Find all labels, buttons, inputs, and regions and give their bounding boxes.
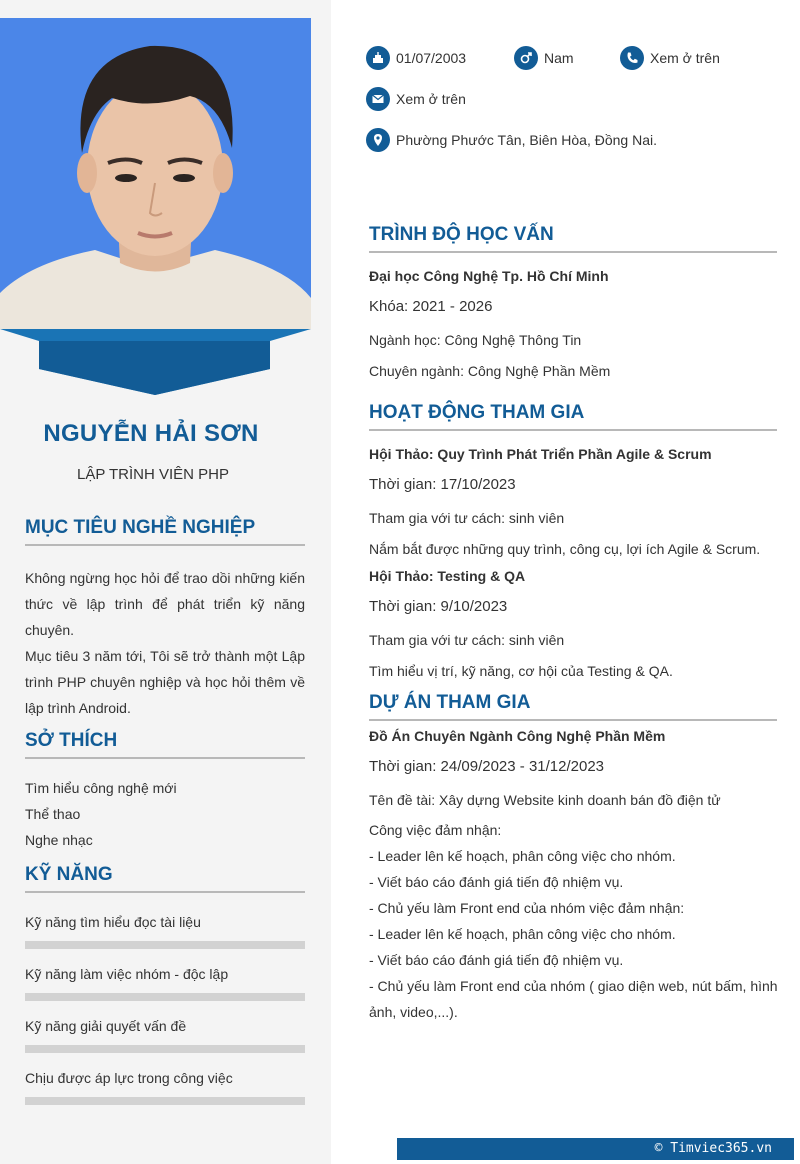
activity-time: Thời gian: 9/10/2023: [369, 598, 508, 615]
candidate-role: LẬP TRÌNH VIÊN PHP: [77, 466, 229, 483]
contact-address: [366, 128, 657, 152]
project-time: Thời gian: 24/09/2023 - 31/12/2023: [369, 758, 605, 775]
phone-value: Xem ở trên: [650, 50, 720, 66]
skill-label: Chịu được áp lực trong công việc: [25, 1070, 233, 1086]
map-pin-icon: [366, 128, 390, 152]
gender-icon: [514, 46, 538, 70]
skill-bar: [25, 941, 305, 949]
project-name: Đồ Án Chuyên Ngành Công Nghệ Phần Mềm: [369, 728, 666, 744]
task-line: - Viết báo cáo đánh giá tiến độ nhiệm vụ.: [369, 874, 624, 890]
skill-bar: [25, 1097, 305, 1105]
activity-name: Hội Thảo: Quy Trình Phát Triển Phần Agile & Scrum: [369, 446, 712, 462]
task-line: - Chủ yếu làm Front end của nhóm việc đảm nhận:: [369, 900, 685, 916]
projects-title: DỰ ÁN THAM GIA: [369, 692, 777, 721]
footer-bar: [397, 1138, 794, 1160]
objective-line: Không ngừng học hỏi để trao dồi những kiến thức về lập trình để phát triển kỹ năng chuyên.: [25, 570, 305, 638]
footer-brand[interactable]: © Timviec365.vn: [654, 1141, 772, 1156]
candidate-name: NGUYỄN HẢI SƠN: [43, 420, 259, 447]
address-value: Phường Phước Tân, Biên Hòa, Đồng Nai.: [396, 132, 657, 148]
activity-time: Thời gian: 17/10/2023: [369, 476, 516, 493]
skill-bar-fill: [25, 1045, 305, 1053]
phone-icon: [620, 46, 644, 70]
hobby-item: Nghe nhạc: [25, 832, 93, 848]
birthday-value: 01/07/2003: [396, 50, 467, 66]
email-icon: [366, 87, 390, 111]
skill-bar: [25, 993, 305, 1001]
email-value: Xem ở trên: [396, 91, 466, 107]
skill-bar-fill: [25, 941, 305, 949]
skill-bar: [25, 1045, 305, 1053]
task-line: - Leader lên kế hoạch, phân công việc cho nhóm.: [369, 926, 676, 942]
gender-value: Nam: [544, 50, 574, 66]
skill-label: Kỹ năng làm việc nhóm - độc lập: [25, 966, 229, 982]
project-topic: Tên đề tài: Xây dựng Website kinh doanh bán đồ điện tử: [369, 792, 721, 808]
education-school: Đại học Công Nghệ Tp. Hồ Chí Minh: [369, 268, 609, 284]
skill-bar-fill: [25, 1097, 305, 1105]
activities-title: HOẠT ĐỘNG THAM GIA: [369, 402, 777, 431]
objective-text: [25, 565, 305, 721]
photo-banner: [0, 329, 311, 399]
hobby-item: Tìm hiểu công nghệ mới: [25, 780, 177, 796]
contact-gender: [514, 46, 574, 70]
activity-capacity: Tham gia với tư cách: sinh viên: [369, 632, 565, 648]
objective-line: Mục tiêu 3 năm tới, Tôi sẽ trở thành một Lập trình PHP chuyên nghiệp và học hỏi thêm về lập trình Android.: [25, 648, 305, 716]
skill-label: Kỹ năng tìm hiểu đọc tài liệu: [25, 914, 201, 930]
skill-bar-fill: [25, 993, 305, 1001]
skill-label: Kỹ năng giải quyết vấn đề: [25, 1018, 187, 1034]
project-tasks: [369, 817, 779, 1025]
activity-capacity: Tham gia với tư cách: sinh viên: [369, 510, 565, 526]
education-major: Ngành học: Công Nghệ Thông Tin: [369, 332, 582, 348]
contact-phone: [620, 46, 720, 70]
hobby-item: Thể thao: [25, 806, 81, 822]
activity-desc: Nắm bắt được những quy trình, công cụ, lợi ích Agile & Scrum.: [369, 541, 761, 557]
birthday-cake-icon: [366, 46, 390, 70]
task-line: - Chủ yếu làm Front end của nhóm ( giao diện web, nút bấm, hình ảnh, video,...).: [369, 978, 778, 1020]
objective-title: MỤC TIÊU NGHỀ NGHIỆP: [25, 517, 305, 546]
contact-birthday: [366, 46, 466, 70]
education-specialty: Chuyên ngành: Công Nghệ Phần Mềm: [369, 363, 611, 379]
activity-name: Hội Thảo: Testing & QA: [369, 568, 526, 584]
task-line: Công việc đảm nhận:: [369, 822, 502, 838]
task-line: - Viết báo cáo đánh giá tiến độ nhiệm vụ.: [369, 952, 624, 968]
activity-desc: Tìm hiểu vị trí, kỹ năng, cơ hội của Testing & QA.: [369, 663, 673, 679]
education-title: TRÌNH ĐỘ HỌC VẤN: [369, 224, 777, 253]
contact-email: [366, 87, 466, 111]
task-line: - Leader lên kế hoạch, phân công việc cho nhóm.: [369, 848, 676, 864]
sidebar: [0, 0, 331, 1164]
hobbies-title: SỞ THÍCH: [25, 730, 305, 759]
skills-title: KỸ NĂNG: [25, 864, 305, 893]
education-period: Khóa: 2021 - 2026: [369, 298, 493, 315]
profile-photo: [0, 18, 311, 329]
